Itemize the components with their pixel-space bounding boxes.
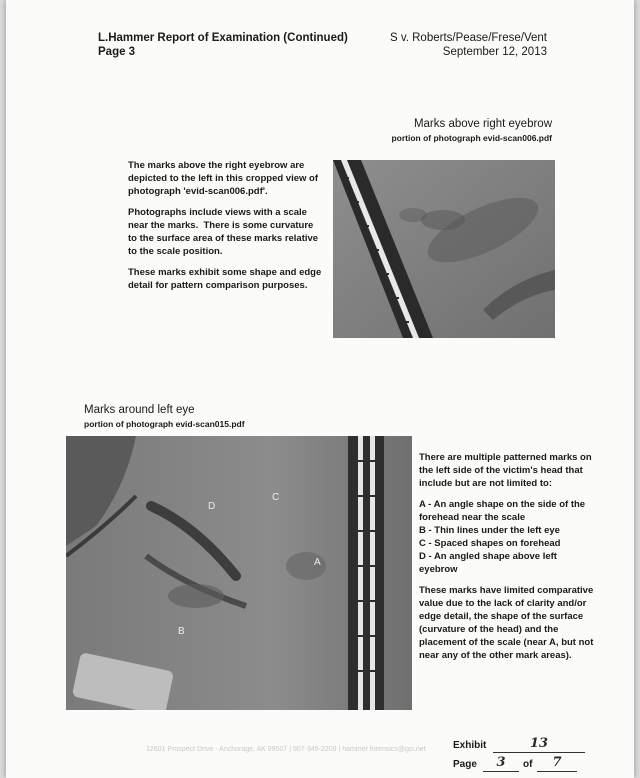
report-title: L.Hammer Report of Examination (Continued) [98,32,348,44]
photo-label-c: C [272,492,280,503]
section2-text [419,451,597,670]
exhibit-number-field [493,736,585,753]
section1-subtitle: portion of photograph evid-scan006.pdf [391,133,552,143]
exhibit-label: Exhibit [453,740,487,751]
photo-label-a: A [314,557,321,568]
eyebrow-photo [333,160,555,338]
list-item: C - Spaced shapes on forehead [419,538,561,549]
section1-paragraph: These marks exhibit some shape and edge detail for pattern comparison purposes. [128,267,324,291]
list-item: B - Thin lines under the left eye [419,525,560,536]
photo-label-b: B [178,626,185,637]
case-name: S v. Roberts/Pease/Frese/Vent [389,32,547,44]
section1-paragraph: Photographs include views with a scale near the marks. There is some curvature to the surface area of these marks relative to the scale position. [128,207,321,257]
left-eye-photo-image [66,436,412,710]
exhibit-stamp [453,736,593,751]
section2-intro: There are multiple patterned marks on the left side of the victim's head that include but are not limited to: [419,452,595,489]
eyebrow-photo-image [333,160,555,338]
section2-title: Marks around left eye [84,404,195,416]
section2-subtitle: portion of photograph evid-scan015.pdf [84,419,245,429]
section1-text [128,159,324,300]
page-count-stamp [453,755,593,770]
of-word: of [523,759,533,770]
marks-list [419,498,597,576]
photo-label-d: D [208,501,216,512]
footer-address: 12601 Prospect Drive · Anchorage, AK 99507 | 907-345-2209 | hammer forensics@gci.net [146,746,426,753]
total-pages: 7 [552,755,562,770]
report-date: September 12, 2013 [442,46,547,58]
report-page [6,0,634,778]
list-item: D - An angled shape above left eyebrow [419,551,557,575]
page-label: Page 3 [98,46,136,58]
page-number: 3 [496,755,506,770]
scale-ruler [348,436,384,710]
list-item: A - An angle shape on the side of the forehead near the scale [419,499,586,523]
section2-closing: These marks have limited comparative value due to the lack of clarity and/or edge detail, the shape of the surface (curvature of the head) and the placement of the scale (near A, but not near any of the other mark areas). [419,585,597,661]
total-pages-field [537,755,577,772]
page-word: Page [453,759,477,770]
exhibit-number: 13 [529,736,549,751]
left-eye-photo [66,436,412,710]
section1-paragraph: The marks above the right eyebrow are depicted to the left in this cropped view of photograph 'evid-scan006.pdf'. [128,160,321,197]
section1-title: Marks above right eyebrow [413,118,552,130]
page-number-field [483,755,519,772]
